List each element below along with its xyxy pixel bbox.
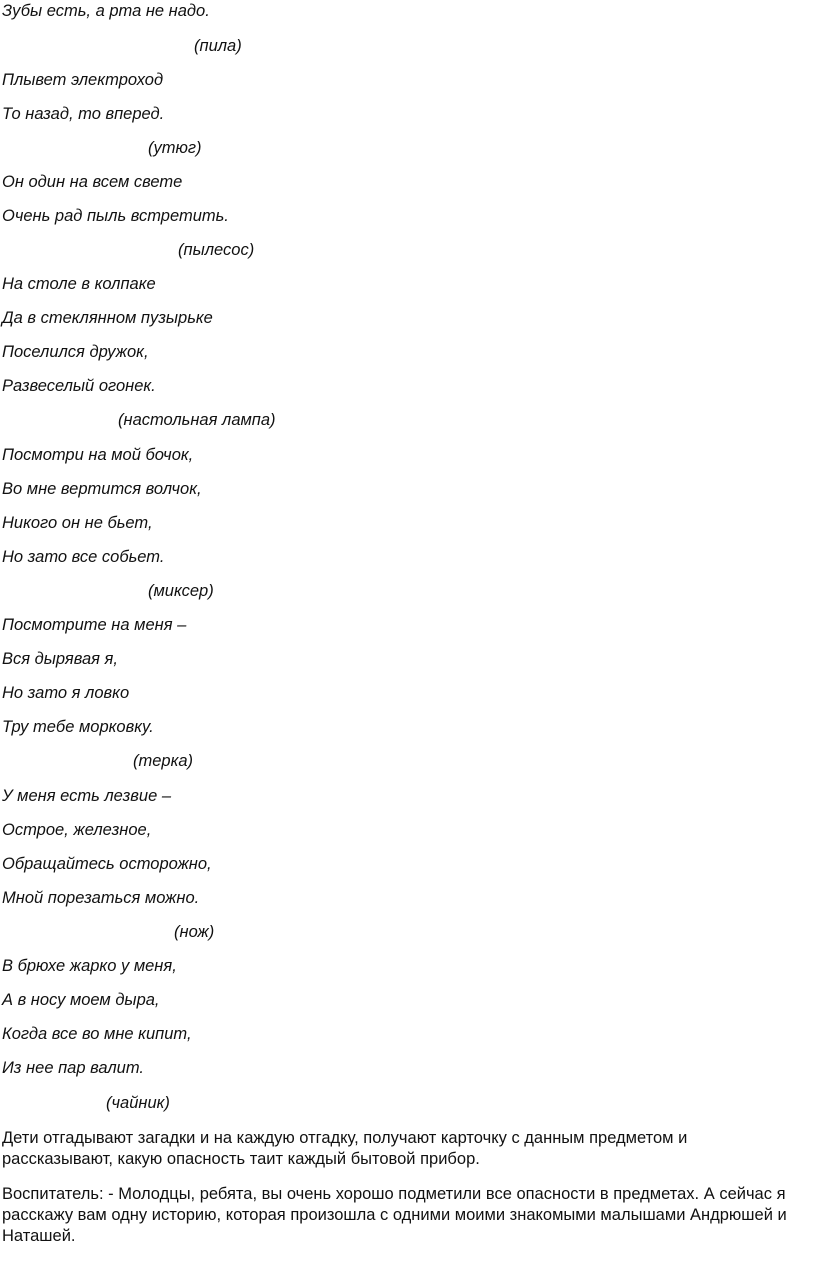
riddle-line: Тру тебе морковку. bbox=[2, 718, 154, 736]
riddle-line: Мной порезаться можно. bbox=[2, 889, 200, 907]
riddle-line: Очень рад пыль встретить. bbox=[2, 207, 229, 225]
riddle-answer: (чайник) bbox=[106, 1094, 170, 1112]
riddle-line: Когда все во мне кипит, bbox=[2, 1025, 192, 1043]
riddle-line: Обращайтесь осторожно, bbox=[2, 855, 212, 873]
riddle-line: В брюхе жарко у меня, bbox=[2, 957, 177, 975]
riddle-answer: (нож) bbox=[174, 923, 215, 941]
riddle-line: Зубы есть, а рта не надо. bbox=[2, 2, 210, 20]
activity-paragraph: Дети отгадывают загадки и на каждую отгадку, получают карточку с данным предметом и рассказывают, какую опасность таит каждый бытовой прибор. bbox=[2, 1129, 688, 1168]
riddle-line: Посмотрите на меня – bbox=[2, 616, 187, 634]
riddle-line: Острое, железное, bbox=[2, 821, 152, 839]
riddle-line: Но зато все собьет. bbox=[2, 548, 165, 566]
riddle-answer: (пылесос) bbox=[178, 241, 255, 259]
riddle-line: Посмотри на мой бочок, bbox=[2, 446, 194, 464]
riddle-line: Он один на всем свете bbox=[2, 173, 183, 191]
riddle-line: Развеселый огонек. bbox=[2, 377, 156, 395]
riddle-line: Да в стеклянном пузырьке bbox=[2, 309, 213, 327]
teacher-paragraph: Воспитатель: - Молодцы, ребята, вы очень хорошо подметили все опасности в предметах. А сейчас я расскажу вам одну историю, которая произошла с одними моими знакомыми малышами Андрюшей и Наташей. bbox=[2, 1185, 787, 1245]
riddle-answer: (настольная лампа) bbox=[118, 411, 276, 429]
riddle-answer: (утюг) bbox=[148, 139, 202, 157]
riddle-line: На столе в колпаке bbox=[2, 275, 156, 293]
riddle-answer: (терка) bbox=[133, 752, 194, 770]
riddle-answer: (миксер) bbox=[148, 582, 214, 600]
riddle-line: То назад, то вперед. bbox=[2, 105, 165, 123]
riddle-line: А в носу моем дыра, bbox=[2, 991, 160, 1009]
riddle-line: Из нее пар валит. bbox=[2, 1059, 144, 1077]
riddle-line: У меня есть лезвие – bbox=[2, 787, 172, 805]
riddle-line: Поселился дружок, bbox=[2, 343, 149, 361]
riddle-answer: (пила) bbox=[194, 37, 242, 55]
riddle-line: Никого он не бьет, bbox=[2, 514, 153, 532]
riddle-line: Плывет электроход bbox=[2, 71, 164, 89]
riddle-line: Вся дырявая я, bbox=[2, 650, 118, 668]
riddle-line: Во мне вертится волчок, bbox=[2, 480, 202, 498]
riddle-line: Но зато я ловко bbox=[2, 684, 130, 702]
